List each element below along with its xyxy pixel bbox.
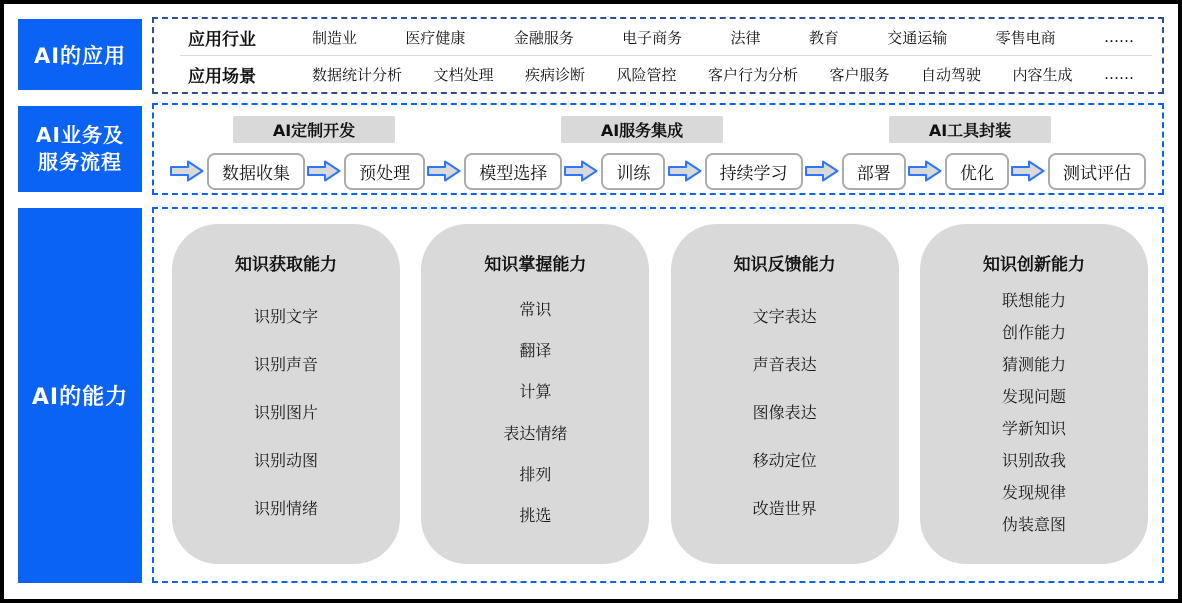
flow-arrow-icon <box>564 160 598 182</box>
scenario-item: 自动驾驶 <box>921 65 982 84</box>
scenario-item: …… <box>1104 65 1134 83</box>
industries-row <box>154 19 1162 55</box>
capability-item: 创作能力 <box>1001 323 1066 342</box>
industries-items <box>296 27 1162 48</box>
capability-item: 发现规律 <box>1001 483 1066 502</box>
scenario-item: 文档处理 <box>433 65 494 84</box>
capability-item: 发现问题 <box>1001 387 1066 406</box>
scenario-item: 客户服务 <box>829 65 890 84</box>
scenario-item: 内容生成 <box>1012 65 1073 84</box>
capability-item: 声音表达 <box>752 355 817 374</box>
card-title: 知识反馈能力 <box>733 255 836 275</box>
panel-process <box>152 103 1164 195</box>
capability-item: 计算 <box>519 382 552 402</box>
row-label-industries: 应用行业 <box>188 29 256 50</box>
capability-item: 改造世界 <box>752 499 817 518</box>
process-step: 模型选择 <box>464 153 562 190</box>
flow-arrow-icon <box>805 160 839 182</box>
process-flow-item <box>170 153 305 190</box>
flow-arrow-icon <box>307 160 341 182</box>
card-items <box>930 279 1138 544</box>
capability-item: 识别声音 <box>253 355 318 374</box>
process-flow-item <box>307 153 425 190</box>
capability-item: 图像表达 <box>752 403 817 422</box>
scenarios-row <box>154 56 1162 92</box>
panel-capabilities <box>152 207 1164 583</box>
card-items <box>182 279 390 544</box>
capability-card-knowledge-innovation <box>920 224 1148 564</box>
capability-item: 排列 <box>519 464 552 484</box>
capability-item: 翻译 <box>519 341 552 361</box>
scenario-item: 风险管控 <box>616 65 677 84</box>
industry-item: 交通运输 <box>887 28 948 47</box>
mode-ai-tool-packaging: AI工具封装 <box>889 116 1051 143</box>
card-title: 知识创新能力 <box>982 255 1085 275</box>
capability-card-knowledge-mastery <box>421 224 649 564</box>
industry-item: 教育 <box>808 28 839 47</box>
process-flow-item <box>908 153 1009 190</box>
flow-arrow-icon <box>908 160 942 182</box>
flow-arrow-icon <box>170 160 204 182</box>
sidebar-ai-process-line2: 服务流程 <box>38 150 122 174</box>
capability-item: 识别图片 <box>253 403 318 422</box>
card-title: 知识获取能力 <box>235 255 337 275</box>
sidebar-ai-capabilities <box>18 208 142 583</box>
capability-item: 挑选 <box>519 505 552 525</box>
capability-item: 学新知识 <box>1001 419 1066 438</box>
process-flow-item <box>1011 153 1146 190</box>
card-items <box>681 279 889 544</box>
process-step: 测试评估 <box>1048 153 1146 190</box>
capability-item: 识别动图 <box>253 451 318 470</box>
capability-item: 识别文字 <box>253 307 318 326</box>
capability-item: 文字表达 <box>752 307 817 326</box>
process-step: 优化 <box>945 153 1009 190</box>
capability-card-knowledge-acquisition <box>172 224 400 564</box>
capability-item: 识别敌我 <box>1001 451 1066 470</box>
sidebar-ai-applications-label: AI的应用 <box>33 43 127 68</box>
industry-item: 电子商务 <box>622 28 683 47</box>
process-flow-item <box>668 153 803 190</box>
mode-ai-service-integration: AI服务集成 <box>561 116 723 143</box>
capability-item: 联想能力 <box>1001 291 1066 310</box>
process-flow-item <box>427 153 562 190</box>
process-step: 数据收集 <box>207 153 305 190</box>
industry-item: 制造业 <box>312 28 358 47</box>
capability-item: 猜测能力 <box>1001 355 1066 374</box>
capability-item: 表达情绪 <box>503 423 568 443</box>
industry-item: 金融服务 <box>513 28 574 47</box>
sidebar-ai-process <box>18 106 142 192</box>
capability-item: 移动定位 <box>752 451 817 470</box>
panel-applications <box>152 17 1164 94</box>
capability-item: 常识 <box>519 300 552 320</box>
process-flow <box>170 153 1146 189</box>
sidebar-ai-capabilities-label: AI的能力 <box>31 385 129 410</box>
sidebar-ai-process-line1: AI业务及 <box>36 123 124 147</box>
industry-item: …… <box>1104 28 1134 46</box>
scenarios-items <box>296 64 1162 85</box>
process-flow-item <box>564 153 665 190</box>
scenario-item: 疾病诊断 <box>525 65 586 84</box>
capability-cards <box>172 224 1148 564</box>
flow-arrow-icon <box>427 160 461 182</box>
capability-card-knowledge-feedback <box>671 224 899 564</box>
sidebar-ai-applications <box>18 19 142 90</box>
capability-item: 识别情绪 <box>253 499 318 518</box>
industry-item: 法律 <box>730 28 761 47</box>
capability-item: 伪装意图 <box>1001 515 1066 534</box>
card-title: 知识掌握能力 <box>484 255 587 275</box>
process-step: 持续学习 <box>705 153 803 190</box>
scenario-item: 数据统计分析 <box>312 65 403 84</box>
process-step: 预处理 <box>344 153 425 190</box>
industry-item: 零售电商 <box>995 28 1056 47</box>
process-step: 训练 <box>601 153 665 190</box>
flow-arrow-icon <box>668 160 702 182</box>
process-step: 部署 <box>842 153 906 190</box>
row-label-scenarios: 应用场景 <box>188 66 256 87</box>
mode-ai-custom-development: AI定制开发 <box>233 116 395 143</box>
industry-item: 医疗健康 <box>405 28 466 47</box>
process-flow-item <box>805 153 906 190</box>
scenario-item: 客户行为分析 <box>708 65 799 84</box>
card-items <box>431 279 639 544</box>
flow-arrow-icon <box>1011 160 1045 182</box>
